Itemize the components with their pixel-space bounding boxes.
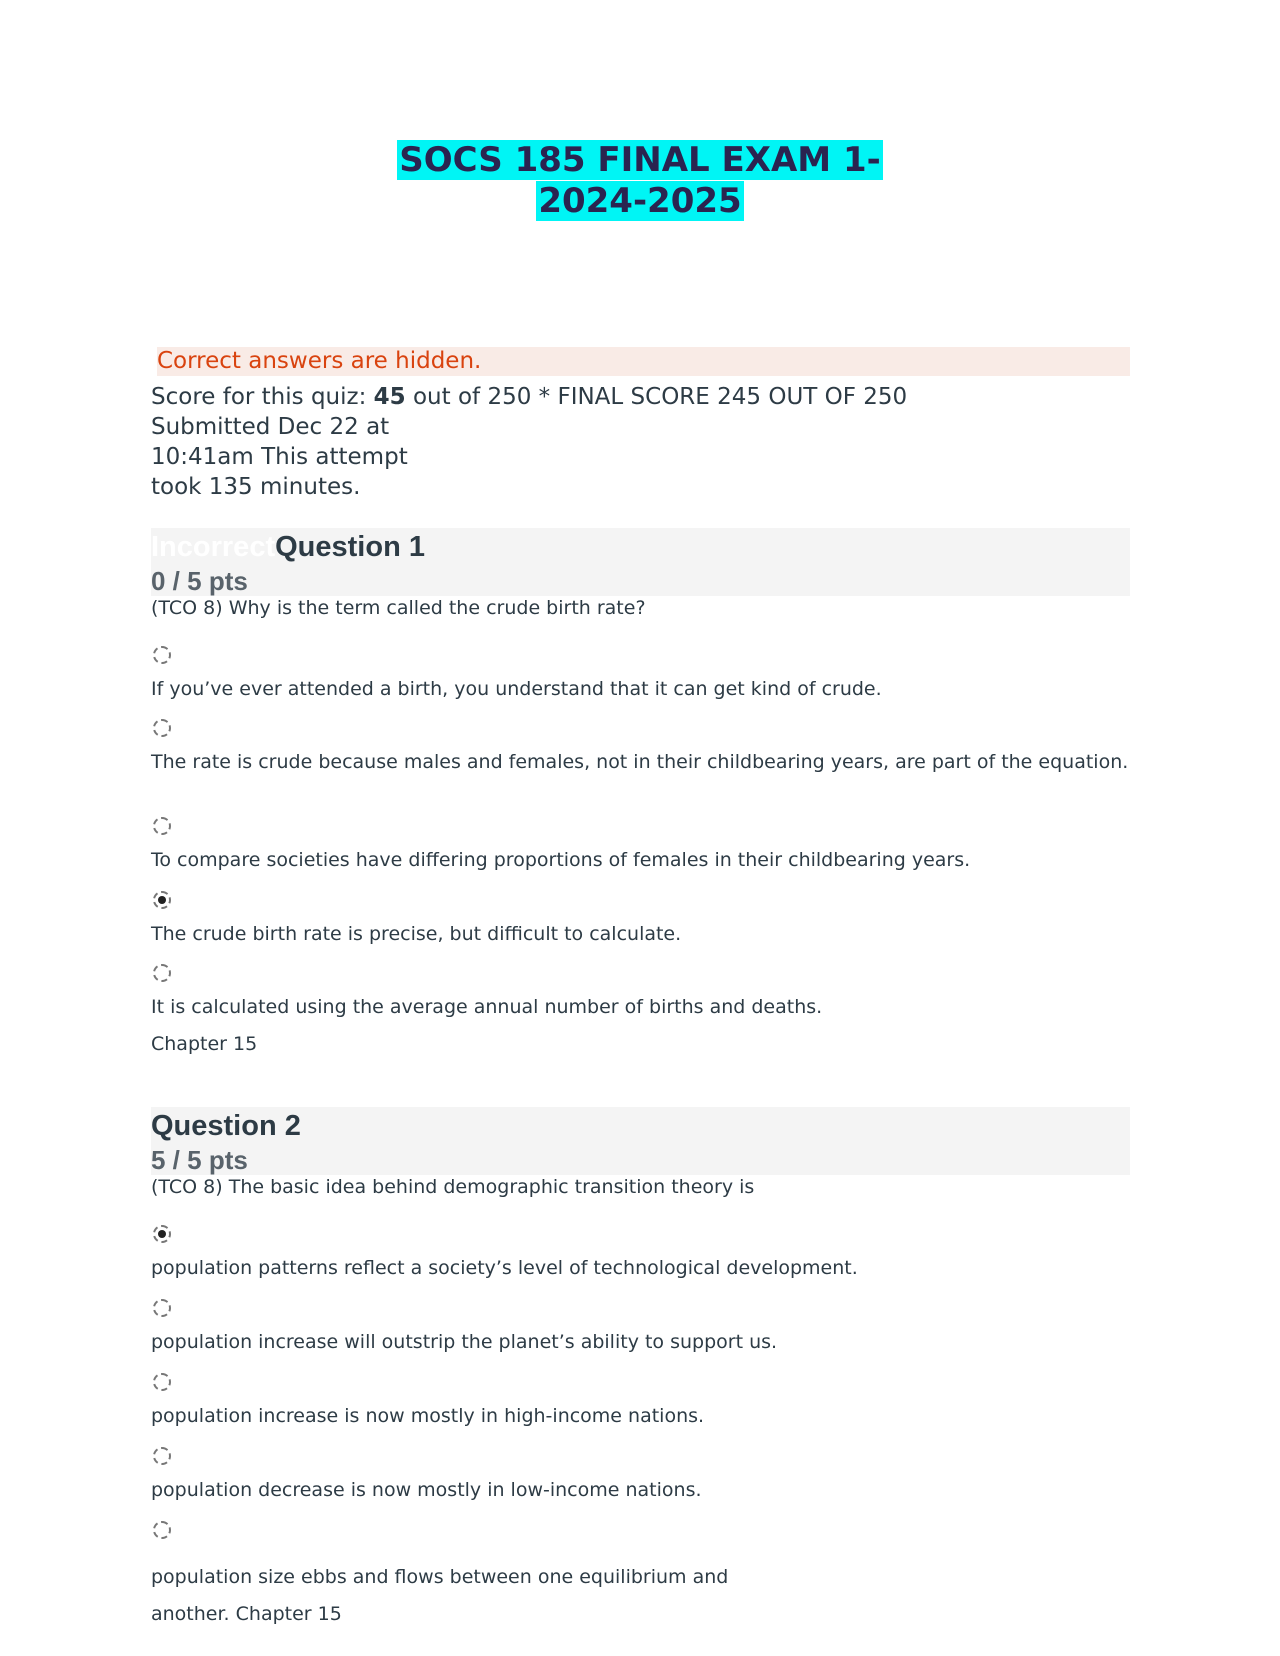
answer-radio[interactable] bbox=[153, 719, 171, 737]
question-status: Incorrect bbox=[151, 531, 276, 563]
answer-option: The rate is crude because males and females, not in their childbearing years, are part of the equation. bbox=[151, 751, 1129, 773]
hidden-answers-notice: Correct answers are hidden. bbox=[157, 347, 1130, 376]
score-suffix: out of 250 * FINAL SCORE 245 OUT OF 250 bbox=[405, 384, 908, 410]
question-points: 0 / 5 pts bbox=[151, 566, 248, 596]
question-1-header bbox=[151, 528, 1130, 596]
answer-option: The crude birth rate is precise, but difficult to calculate. bbox=[151, 923, 682, 945]
score-summary bbox=[151, 382, 907, 502]
submitted-text: Submitted Dec 22 at bbox=[151, 414, 390, 440]
question-text: (TCO 8) The basic idea behind demographic transition theory is bbox=[151, 1176, 755, 1198]
chapter-note: another. Chapter 15 bbox=[151, 1603, 342, 1625]
answer-option: population increase is now mostly in high-income nations. bbox=[151, 1405, 705, 1427]
question-title: Question 1 bbox=[275, 531, 425, 563]
answer-radio[interactable] bbox=[153, 1299, 171, 1317]
attempt-duration: took 135 minutes. bbox=[151, 474, 361, 500]
question-points: 5 / 5 pts bbox=[151, 1145, 248, 1175]
answer-option: population increase will outstrip the planet’s ability to support us. bbox=[151, 1331, 778, 1353]
answer-radio[interactable] bbox=[153, 1373, 171, 1391]
title-line-2: 2024-2025 bbox=[538, 181, 742, 221]
answer-option: It is calculated using the average annual number of births and deaths. bbox=[151, 996, 823, 1018]
score-label: Score for this quiz: bbox=[151, 384, 374, 410]
question-title: Question 2 bbox=[151, 1110, 301, 1142]
answer-option: To compare societies have differing proportions of females in their childbearing years. bbox=[151, 849, 971, 871]
answer-option: population patterns reflect a society’s level of technological development. bbox=[151, 1257, 858, 1279]
answer-radio[interactable] bbox=[153, 817, 171, 835]
answer-radio[interactable] bbox=[153, 1447, 171, 1465]
score-value: 45 bbox=[373, 384, 406, 410]
question-2-header bbox=[151, 1107, 1130, 1175]
answer-option: population decrease is now mostly in low-income nations. bbox=[151, 1479, 702, 1501]
submitted-time: 10:41am This attempt bbox=[151, 444, 408, 470]
title-line-1: SOCS 185 FINAL EXAM 1- bbox=[399, 140, 881, 180]
answer-radio[interactable] bbox=[153, 646, 171, 664]
question-text: (TCO 8) Why is the term called the crude birth rate? bbox=[151, 597, 646, 619]
answer-radio-selected[interactable] bbox=[153, 1225, 171, 1243]
answer-radio-selected[interactable] bbox=[153, 891, 171, 909]
answer-option: population size ebbs and flows between one equilibrium and bbox=[151, 1566, 729, 1588]
answer-option: If you’ve ever attended a birth, you understand that it can get kind of crude. bbox=[151, 678, 882, 700]
answer-radio[interactable] bbox=[153, 1521, 171, 1539]
document-title bbox=[0, 140, 1280, 222]
answer-radio[interactable] bbox=[153, 964, 171, 982]
chapter-note: Chapter 15 bbox=[151, 1033, 258, 1055]
